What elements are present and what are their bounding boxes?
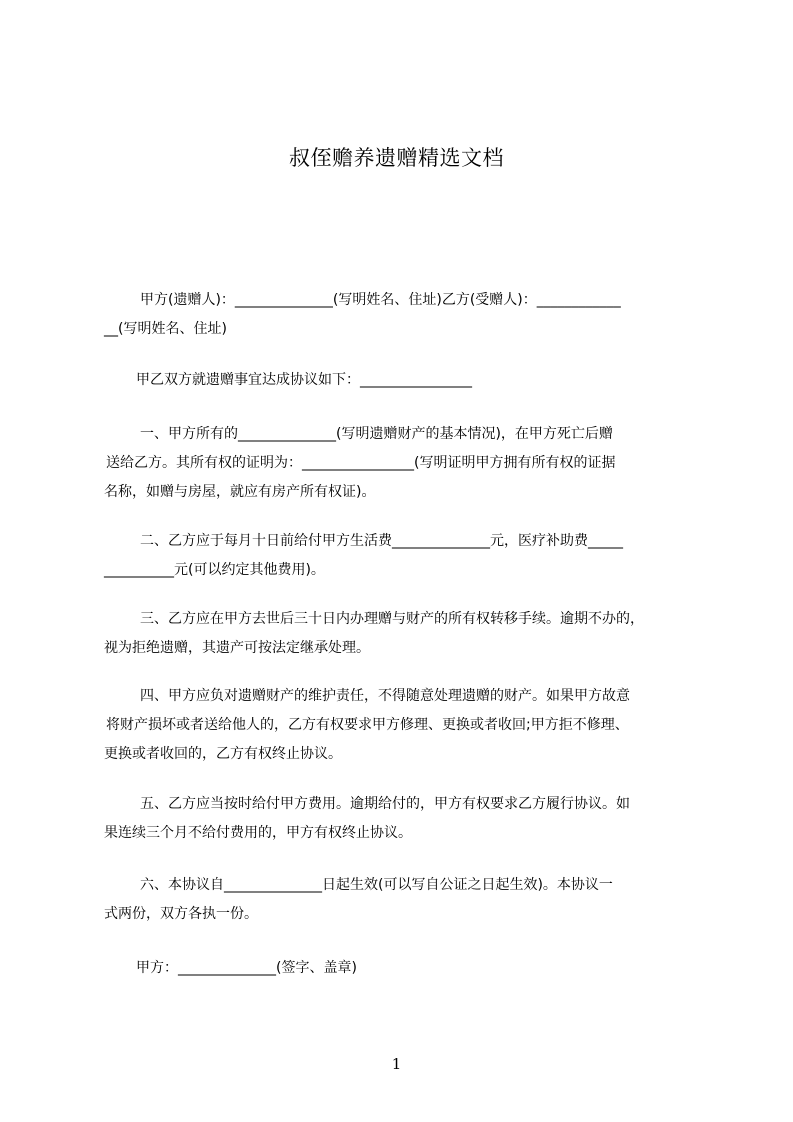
clause-3 xyxy=(104,605,704,663)
paragraph-line: 送给乙方。其所有权的证明为：________________(写明证明甲方拥有所有权的证据 xyxy=(106,455,616,471)
paragraph-line: 六、本协议自______________日起生效(可以写自公证之日起生效)。本协议一 xyxy=(140,877,613,893)
paragraph-line: 甲乙双方就遗赠事宜达成协议如下：________________ xyxy=(136,372,472,388)
paragraph-line: 名称，如赠与房屋，就应有房产所有权证)。 xyxy=(104,484,376,500)
document-title: 叔侄赡养遗赠精选文档 xyxy=(289,146,504,170)
signature-line xyxy=(104,954,704,983)
paragraph-line: 将财产损坏或者送给他人的，乙方有权要求甲方修理、更换或者收回;甲方拒不修理、 xyxy=(106,717,629,733)
paragraph-line: 二、乙方应于每月十日前给付甲方生活费______________元，医疗补助费_____ xyxy=(140,533,623,549)
paragraph-line: 五、乙方应当按时给付甲方费用。逾期给付的，甲方有权要求乙方履行协议。如 xyxy=(140,796,630,812)
paragraph-line: 四、甲方应负对遗赠财产的维护责任，不得随意处理遗赠的财产。如果甲方故意 xyxy=(140,688,630,704)
paragraph-line: 一、甲方所有的______________(写明遗赠财产的基本情况)，在甲方死亡后赠 xyxy=(140,426,613,442)
paragraph-line: 视为拒绝遗赠，其遗产可按法定继承处理。 xyxy=(104,640,370,656)
paragraph-line: 甲方(遗赠人)：______________(写明姓名、住址)乙方(受赠人)：____________ xyxy=(140,292,621,308)
clause-4 xyxy=(104,682,704,769)
paragraph-line: 式两份，双方各执一份。 xyxy=(104,906,258,922)
clause-6 xyxy=(104,871,704,929)
paragraph-line: __________元(可以约定其他费用)。 xyxy=(104,562,325,578)
clause-5 xyxy=(104,790,704,848)
paragraph-parties xyxy=(104,286,704,344)
paragraph-agreement-intro xyxy=(104,366,704,395)
clause-1 xyxy=(104,420,704,507)
paragraph-line: 更换或者收回的，乙方有权终止协议。 xyxy=(104,746,342,762)
paragraph-line: 甲方：______________(签字、盖章) xyxy=(136,960,357,976)
page-number: 1 xyxy=(391,1055,402,1073)
clause-2 xyxy=(104,527,704,585)
paragraph-line: 果连续三个月不给付费用的，甲方有权终止协议。 xyxy=(104,825,412,841)
paragraph-line: 三、乙方应在甲方去世后三十日内办理赠与财产的所有权转移手续。逾期不办的， xyxy=(140,611,644,627)
paragraph-line: __(写明姓名、住址) xyxy=(104,321,227,337)
